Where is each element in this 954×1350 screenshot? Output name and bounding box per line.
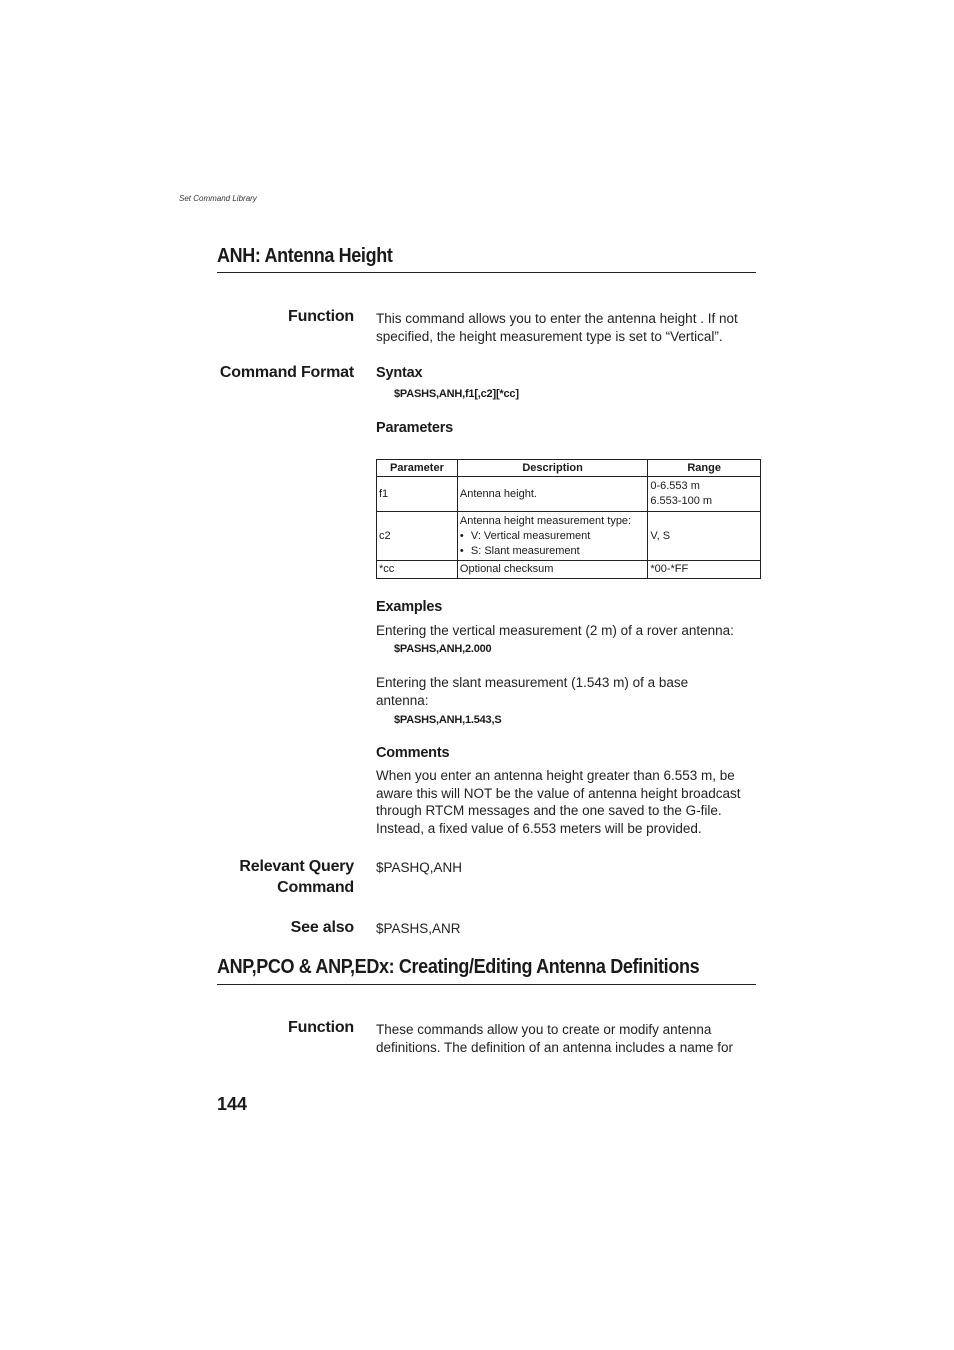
title-rule [217,984,756,985]
see-also-value: $PASHS,ANR [376,921,461,936]
range-cell: V, S [648,512,761,561]
header-parameter: Parameter [377,460,458,477]
running-head: Set Command Library [179,194,257,203]
desc-bullet-list [460,529,645,559]
relevant-query-value: $PASHQ,ANH [376,860,463,875]
table-row [377,561,761,579]
desc-cell: Antenna height. [457,477,647,512]
title-rule [217,272,756,273]
parameters-table [376,459,761,579]
relevant-query-label-line2: Command [277,879,354,896]
desc-text: Antenna height measurement type: [459,514,632,527]
desc-cell [457,512,647,561]
table-row [377,512,761,561]
range-value: 6.553-100 m [650,495,713,507]
relevant-query-label-line1: Relevant Query [239,858,354,875]
see-also-label: See also [290,919,354,936]
desc-bullet-item: • S: Slant measurement [460,544,645,559]
syntax-heading: Syntax [376,365,423,381]
table-row [377,477,761,512]
desc-bullet-item: • V: Vertical measurement [460,529,645,544]
header-description: Description [457,460,647,477]
example1-code: $PASHS,ANH,2.000 [394,643,492,655]
desc-cell: Optional checksum [457,561,647,579]
comments-text: When you enter an antenna height greater than 6.553 m, be aware this will NOT be the value of antenna height broadcast through RTCM messages and the one saved to the G-file. Instead, a fixed value of 6.553 meters will be provided. [376,768,741,836]
relevant-query-label [239,856,354,898]
function-label: Function [288,308,354,325]
function-text-2: These commands allow you to create or modify antenna definitions. The definition of an antenna includes a name for [376,1022,733,1055]
function-text: This command allows you to enter the antenna height . If not specified, the height measurement type is set to “Vertical”. [376,311,738,344]
page-number: 144 [217,1094,248,1114]
example2-text: Entering the slant measurement (1.543 m) of a base antenna: [376,675,689,708]
range-cell: *00-*FF [648,561,761,579]
param-cell: c2 [377,512,458,561]
examples-heading: Examples [376,599,443,615]
example2-code: $PASHS,ANH,1.543,S [394,714,502,726]
comments-heading: Comments [376,745,450,761]
range-value: 0-6.553 m [650,480,700,492]
parameters-heading: Parameters [376,420,453,436]
param-cell: f1 [377,477,458,512]
section-title-anh: ANH: Antenna Height [217,245,393,267]
syntax-code: $PASHS,ANH,f1[,c2][*cc] [394,388,519,400]
command-format-label: Command Format [219,364,354,381]
example1-text: Entering the vertical measurement (2 m) of a rover antenna: [376,623,734,638]
function-label-2: Function [288,1019,354,1036]
table-header-row [377,460,761,477]
header-range: Range [648,460,761,477]
range-cell [648,477,761,512]
param-cell: *cc [377,561,458,579]
section-title-anp: ANP,PCO & ANP,EDx: Creating/Editing Antenna Definitions [217,956,700,978]
